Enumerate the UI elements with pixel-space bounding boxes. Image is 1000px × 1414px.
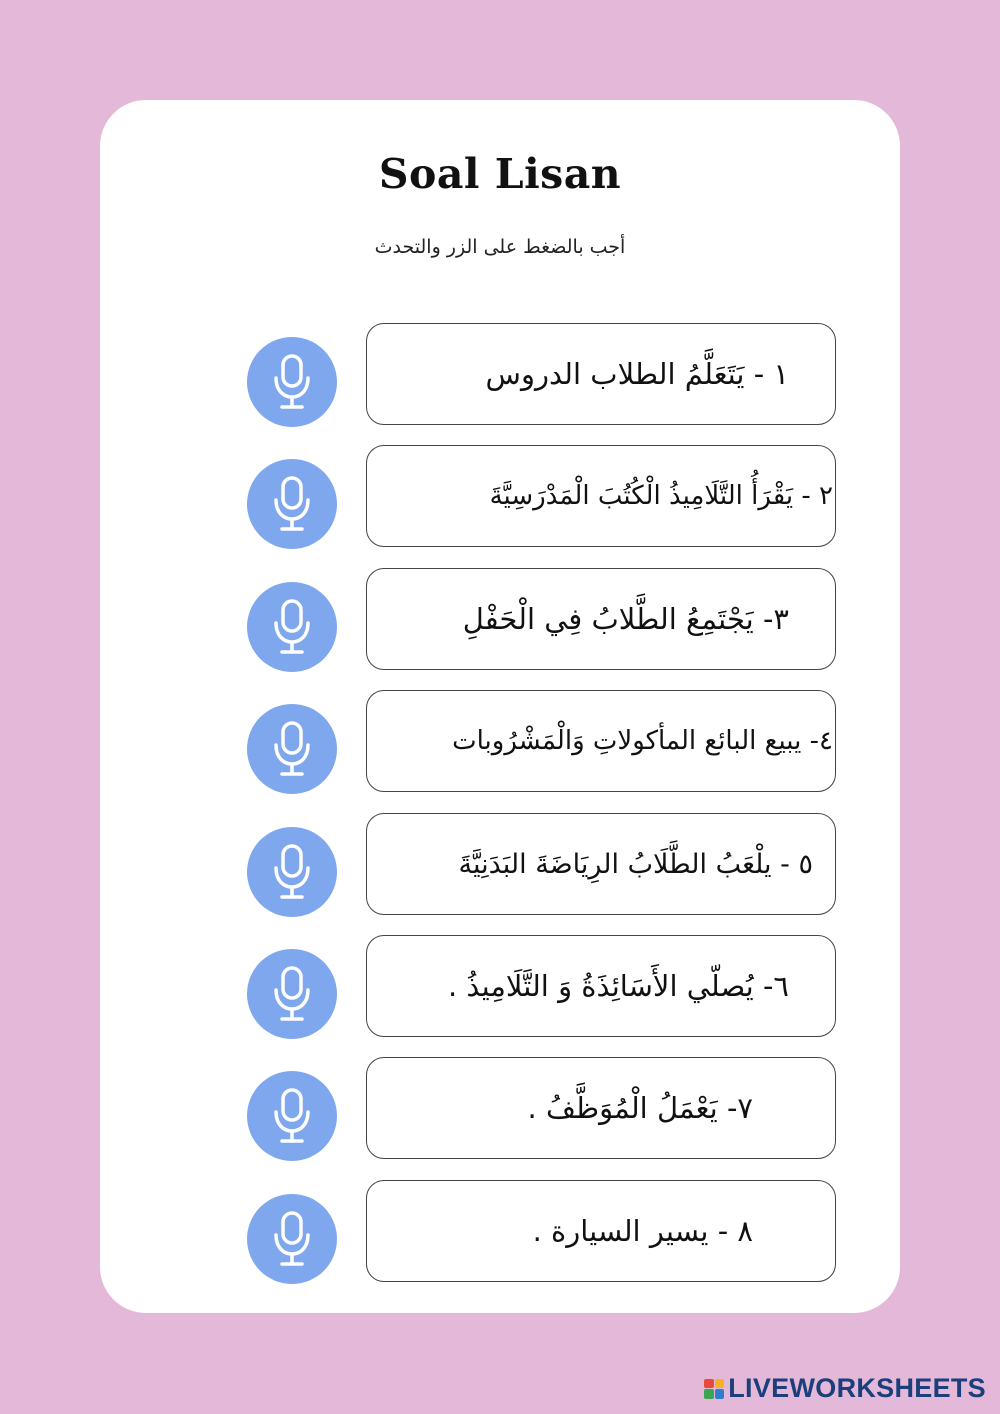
question-text-2: ٢ - يَقْرَأُ التَّلَامِيذُ الْكُتُبَ الْمَدْرَسِيَّةَ	[489, 481, 833, 511]
logo-square-blue	[715, 1389, 725, 1399]
logo-square-green	[704, 1389, 714, 1399]
record-answer-button-7[interactable]	[247, 1071, 337, 1161]
record-answer-button-8[interactable]	[247, 1194, 337, 1284]
logo-square-yellow	[715, 1379, 725, 1389]
question-box-7	[366, 1057, 836, 1159]
microphone-icon	[269, 1088, 315, 1144]
question-text-8: ٨ - يسير السيارة .	[532, 1214, 753, 1248]
question-text-4: ٤- يبيع البائع المأكولاتِ وَالْمَشْرُوبات	[452, 726, 833, 756]
brand-name: LIVEWORKSHEETS	[728, 1373, 986, 1403]
question-box-8	[366, 1180, 836, 1282]
question-text-7: ٧- يَعْمَلُ الْمُوَظَّفُ .	[527, 1091, 753, 1125]
question-row	[0, 445, 1000, 549]
question-row	[0, 690, 1000, 794]
liveworksheets-logo-icon	[704, 1379, 724, 1399]
question-row	[0, 1180, 1000, 1284]
question-box-6	[366, 935, 836, 1037]
microphone-icon	[269, 1211, 315, 1267]
question-text-3: ٣- يَجْتَمِعُ الطَّلابُ فِي الْحَفْلِ	[462, 602, 789, 636]
question-row	[0, 568, 1000, 672]
question-row	[0, 813, 1000, 917]
record-answer-button-4[interactable]	[247, 704, 337, 794]
question-box-5	[366, 813, 836, 915]
record-answer-button-5[interactable]	[247, 827, 337, 917]
record-answer-button-6[interactable]	[247, 949, 337, 1039]
question-text-6: ٦- يُصلّي الأَسَائِذَةُ وَ التَّلَامِيذُ .	[447, 969, 789, 1003]
record-answer-button-2[interactable]	[247, 459, 337, 549]
question-row	[0, 323, 1000, 427]
question-row	[0, 935, 1000, 1039]
microphone-icon	[269, 844, 315, 900]
question-text-5: ٥ - يلْعَبُ الطَّلَابُ الرِيَاضَةَ البَدَنِيَّةَ	[458, 848, 813, 880]
question-row	[0, 1057, 1000, 1161]
microphone-icon	[269, 354, 315, 410]
microphone-icon	[269, 721, 315, 777]
microphone-icon	[269, 599, 315, 655]
microphone-icon	[269, 966, 315, 1022]
question-box-2	[366, 445, 836, 547]
record-answer-button-1[interactable]	[247, 337, 337, 427]
record-answer-button-3[interactable]	[247, 582, 337, 672]
question-text-1: ١ - يَتَعَلَّمُ الطلاب الدروس	[485, 357, 789, 391]
logo-square-red	[704, 1379, 714, 1389]
liveworksheets-branding	[704, 1373, 986, 1404]
question-box-4	[366, 690, 836, 792]
instruction-text: أجب بالضغط على الزر والتحدث	[374, 236, 626, 258]
microphone-icon	[269, 476, 315, 532]
page-title: Soal Lisan	[378, 150, 622, 198]
question-box-1	[366, 323, 836, 425]
question-box-3	[366, 568, 836, 670]
